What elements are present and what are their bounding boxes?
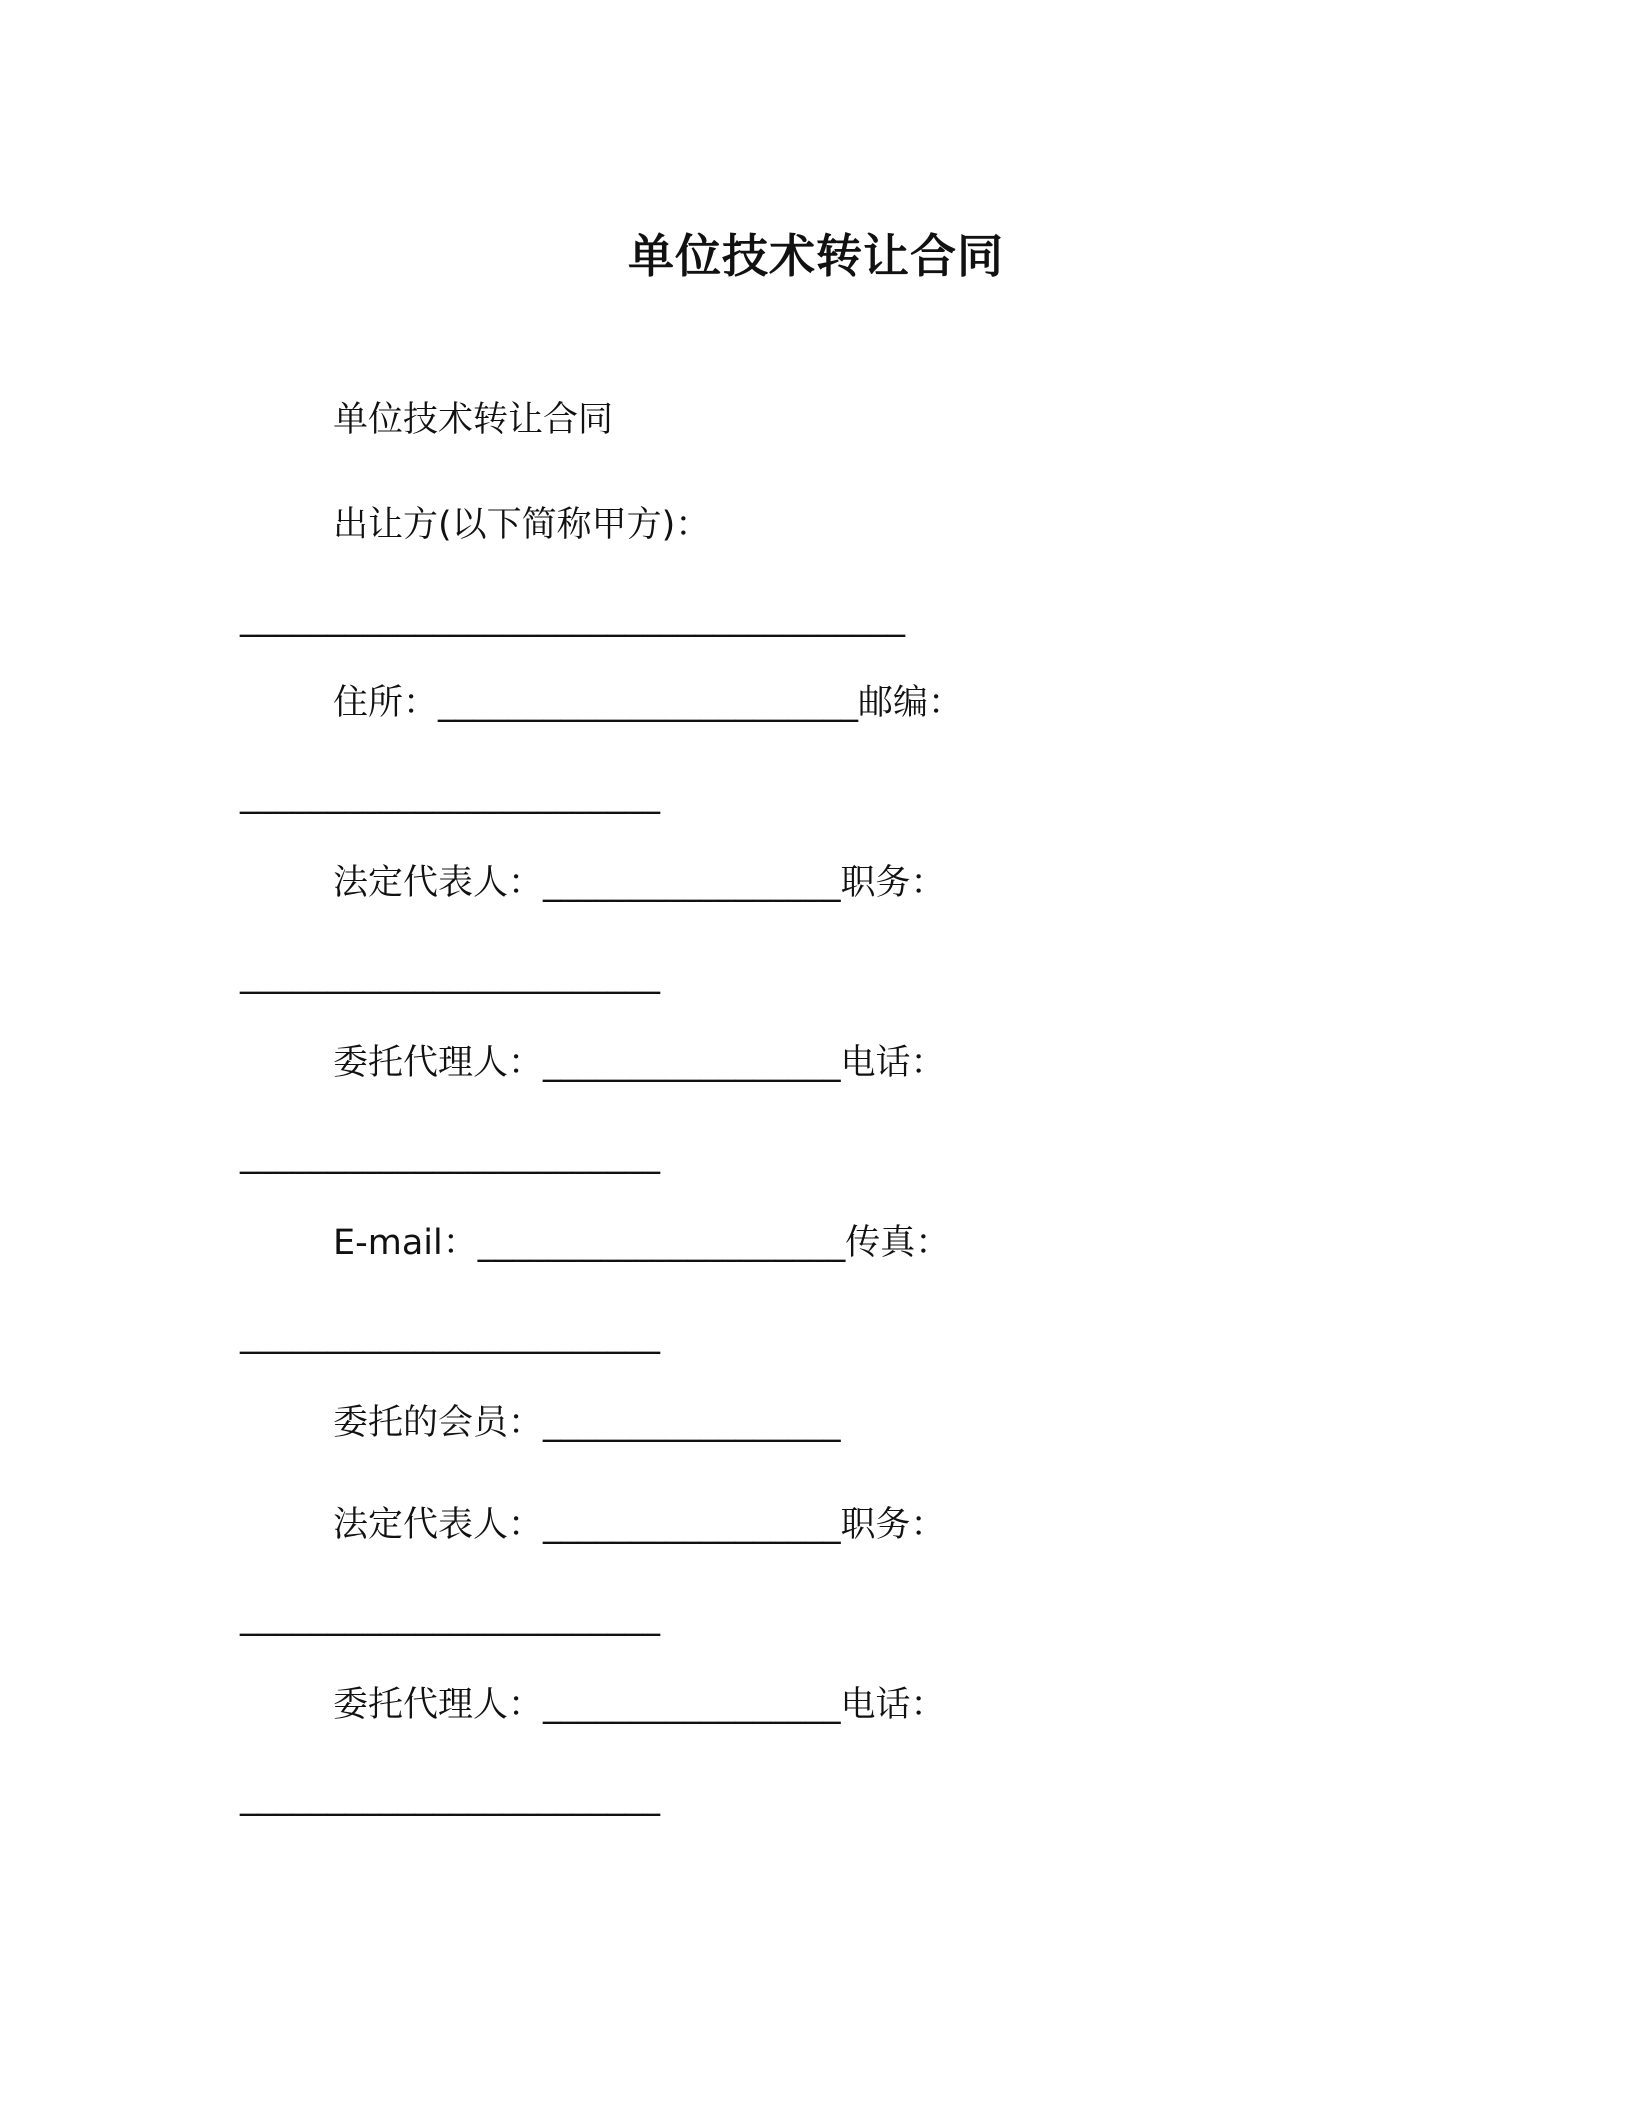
address-postcode-line: 住所：________________________邮编： — [333, 683, 964, 723]
position-blank-line-2: ________________________ — [240, 1597, 660, 1637]
legal-rep-position-line-2: 法定代表人：_________________职务： — [333, 1505, 946, 1545]
postcode-blank-line: ________________________ — [240, 775, 660, 815]
subtitle-line: 单位技术转让合同 — [333, 400, 614, 440]
email-fax-line: E-mail：_____________________传真： — [333, 1223, 951, 1263]
fax-blank-line: ________________________ — [240, 1315, 660, 1355]
phone-blank-line-2: ________________________ — [240, 1777, 660, 1817]
transferor-label-line: 出让方(以下简称甲方)： — [333, 505, 711, 545]
position-blank-line: ________________________ — [240, 955, 660, 995]
legal-rep-position-line: 法定代表人：_________________职务： — [333, 863, 946, 903]
member-line: 委托的会员：_________________ — [333, 1403, 841, 1443]
transferor-blank-line: ______________________________________ — [240, 598, 905, 638]
agent-phone-line-2: 委托代理人：_________________电话： — [333, 1685, 946, 1725]
agent-phone-line: 委托代理人：_________________电话： — [333, 1043, 946, 1083]
document-title: 单位技术转让合同 — [628, 229, 1004, 283]
phone-blank-line: ________________________ — [240, 1135, 660, 1175]
